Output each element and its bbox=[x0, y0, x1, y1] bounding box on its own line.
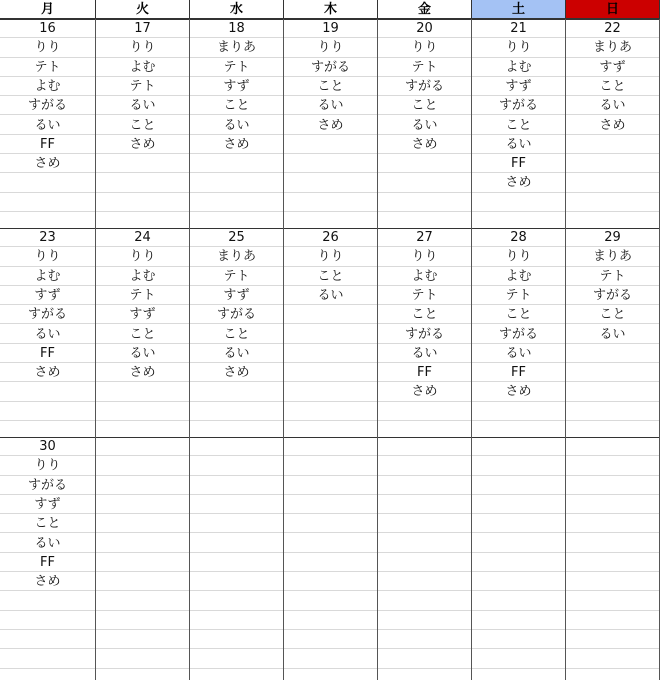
day-cell[interactable] bbox=[284, 19, 378, 228]
day-cell[interactable] bbox=[378, 437, 472, 680]
empty-row bbox=[378, 591, 471, 610]
schedule-entry: FF bbox=[472, 363, 565, 382]
schedule-entry: よむ bbox=[472, 267, 565, 286]
schedule-entry: りり bbox=[284, 38, 377, 57]
schedule-entry: すず bbox=[96, 305, 189, 324]
empty-row bbox=[284, 649, 377, 668]
empty-row bbox=[472, 611, 565, 630]
day-cell[interactable] bbox=[190, 19, 284, 228]
empty-row bbox=[378, 173, 471, 192]
schedule-entry: こと bbox=[566, 305, 659, 324]
schedule-entry: りり bbox=[378, 38, 471, 57]
empty-row bbox=[472, 476, 565, 495]
schedule-entry: るい bbox=[190, 116, 283, 135]
empty-row bbox=[566, 495, 659, 514]
empty-row bbox=[0, 173, 95, 192]
schedule-entry: テト bbox=[566, 267, 659, 286]
day-cell[interactable] bbox=[284, 228, 378, 437]
empty-row bbox=[378, 193, 471, 212]
schedule-entry: すがる bbox=[378, 77, 471, 96]
empty-row bbox=[190, 514, 283, 533]
schedule-entry: すがる bbox=[472, 325, 565, 344]
empty-row bbox=[0, 649, 95, 668]
empty-row bbox=[472, 553, 565, 572]
empty-row bbox=[0, 630, 95, 649]
empty-row bbox=[96, 649, 189, 668]
empty-row bbox=[472, 591, 565, 610]
empty-row bbox=[378, 514, 471, 533]
schedule-entry: るい bbox=[378, 116, 471, 135]
empty-row bbox=[284, 456, 377, 475]
schedule-entry: まりあ bbox=[566, 38, 659, 57]
empty-row bbox=[378, 154, 471, 173]
schedule-entry: こと bbox=[566, 77, 659, 96]
day-number: 23 bbox=[0, 228, 95, 247]
schedule-entry: さめ bbox=[472, 382, 565, 401]
empty-row bbox=[96, 534, 189, 553]
weekday-header: 水 bbox=[190, 0, 284, 19]
schedule-entry: FF bbox=[0, 553, 95, 572]
schedule-entry: さめ bbox=[284, 116, 377, 135]
schedule-entry: よむ bbox=[0, 77, 95, 96]
schedule-entry: FF bbox=[378, 363, 471, 382]
empty-row bbox=[284, 495, 377, 514]
empty-row bbox=[96, 173, 189, 192]
schedule-entry: りり bbox=[472, 247, 565, 266]
empty-row bbox=[472, 402, 565, 421]
empty-row bbox=[284, 382, 377, 401]
empty-row bbox=[378, 649, 471, 668]
empty-row bbox=[566, 173, 659, 192]
empty-row bbox=[190, 649, 283, 668]
empty-row bbox=[284, 154, 377, 173]
schedule-entry: テト bbox=[0, 58, 95, 77]
empty-row bbox=[190, 476, 283, 495]
schedule-entry: るい bbox=[284, 286, 377, 305]
schedule-entry: こと bbox=[378, 305, 471, 324]
day-cell[interactable] bbox=[96, 437, 190, 680]
day-number: 27 bbox=[378, 228, 471, 247]
day-cell[interactable] bbox=[472, 437, 566, 680]
schedule-entry: るい bbox=[96, 96, 189, 115]
schedule-entry: さめ bbox=[378, 382, 471, 401]
schedule-entry: こと bbox=[190, 325, 283, 344]
empty-row bbox=[566, 514, 659, 533]
empty-row bbox=[190, 553, 283, 572]
empty-row bbox=[378, 476, 471, 495]
day-number: 20 bbox=[378, 19, 471, 38]
empty-row bbox=[378, 630, 471, 649]
schedule-entry: こと bbox=[0, 514, 95, 533]
empty-row bbox=[284, 476, 377, 495]
schedule-entry: こと bbox=[190, 96, 283, 115]
empty-row bbox=[0, 611, 95, 630]
day-cell[interactable] bbox=[284, 437, 378, 680]
day-number: 25 bbox=[190, 228, 283, 247]
empty-row bbox=[284, 135, 377, 154]
empty-row bbox=[472, 514, 565, 533]
day-cell[interactable] bbox=[566, 19, 660, 228]
empty-row bbox=[566, 402, 659, 421]
schedule-entry: るい bbox=[0, 325, 95, 344]
empty-row bbox=[190, 611, 283, 630]
day-cell[interactable] bbox=[472, 19, 566, 228]
schedule-entry: テト bbox=[190, 267, 283, 286]
schedule-entry: すがる bbox=[0, 476, 95, 495]
schedule-entry: こと bbox=[472, 305, 565, 324]
schedule-entry: こと bbox=[472, 116, 565, 135]
schedule-entry: すがる bbox=[566, 286, 659, 305]
empty-row bbox=[0, 382, 95, 401]
empty-row bbox=[566, 591, 659, 610]
day-cell[interactable] bbox=[566, 437, 660, 680]
schedule-entry: テト bbox=[378, 286, 471, 305]
schedule-entry: テト bbox=[190, 58, 283, 77]
schedule-entry: すがる bbox=[284, 58, 377, 77]
empty-row bbox=[96, 495, 189, 514]
empty-row bbox=[378, 495, 471, 514]
empty-row bbox=[378, 553, 471, 572]
empty-row bbox=[0, 193, 95, 212]
empty-row bbox=[96, 476, 189, 495]
empty-row bbox=[284, 344, 377, 363]
day-number: 28 bbox=[472, 228, 565, 247]
day-cell[interactable] bbox=[0, 437, 96, 680]
empty-row bbox=[190, 173, 283, 192]
schedule-entry: まりあ bbox=[190, 247, 283, 266]
empty-row bbox=[190, 630, 283, 649]
schedule-entry: さめ bbox=[190, 363, 283, 382]
empty-row bbox=[284, 173, 377, 192]
empty-row bbox=[566, 135, 659, 154]
schedule-entry: まりあ bbox=[566, 247, 659, 266]
schedule-entry: すがる bbox=[472, 96, 565, 115]
schedule-entry: テト bbox=[96, 77, 189, 96]
empty-row bbox=[0, 402, 95, 421]
empty-row bbox=[566, 456, 659, 475]
schedule-entry: さめ bbox=[96, 363, 189, 382]
empty-row bbox=[566, 344, 659, 363]
empty-row bbox=[190, 534, 283, 553]
schedule-entry: さめ bbox=[0, 363, 95, 382]
schedule-entry: るい bbox=[566, 96, 659, 115]
day-number bbox=[472, 437, 565, 456]
day-number: 17 bbox=[96, 19, 189, 38]
schedule-entry: さめ bbox=[190, 135, 283, 154]
empty-row bbox=[284, 514, 377, 533]
weekday-header: 木 bbox=[284, 0, 378, 19]
day-number: 21 bbox=[472, 19, 565, 38]
schedule-entry: よむ bbox=[96, 267, 189, 286]
day-number bbox=[96, 437, 189, 456]
empty-row bbox=[96, 193, 189, 212]
weekday-header: 日 bbox=[566, 0, 660, 19]
empty-row bbox=[284, 591, 377, 610]
day-cell[interactable] bbox=[96, 228, 190, 437]
schedule-entry: よむ bbox=[472, 58, 565, 77]
schedule-entry: すず bbox=[0, 495, 95, 514]
schedule-entry: FF bbox=[472, 154, 565, 173]
day-number bbox=[566, 437, 659, 456]
empty-row bbox=[284, 193, 377, 212]
day-number: 29 bbox=[566, 228, 659, 247]
schedule-entry: すがる bbox=[378, 325, 471, 344]
schedule-entry: さめ bbox=[0, 154, 95, 173]
schedule-entry: こと bbox=[284, 77, 377, 96]
schedule-entry: すず bbox=[0, 286, 95, 305]
day-number: 19 bbox=[284, 19, 377, 38]
empty-row bbox=[284, 363, 377, 382]
empty-row bbox=[284, 325, 377, 344]
schedule-entry: すがる bbox=[190, 305, 283, 324]
day-number bbox=[284, 437, 377, 456]
schedule-entry: りり bbox=[96, 247, 189, 266]
day-number: 16 bbox=[0, 19, 95, 38]
empty-row bbox=[472, 456, 565, 475]
day-cell[interactable] bbox=[190, 228, 284, 437]
empty-row bbox=[378, 456, 471, 475]
schedule-entry: まりあ bbox=[190, 38, 283, 57]
schedule-entry: るい bbox=[0, 116, 95, 135]
schedule-entry: りり bbox=[284, 247, 377, 266]
schedule-entry: りり bbox=[0, 38, 95, 57]
schedule-entry: るい bbox=[284, 96, 377, 115]
schedule-entry: りり bbox=[472, 38, 565, 57]
empty-row bbox=[566, 630, 659, 649]
schedule-entry: すがる bbox=[0, 305, 95, 324]
day-cell[interactable] bbox=[190, 437, 284, 680]
schedule-entry: よむ bbox=[0, 267, 95, 286]
empty-row bbox=[378, 611, 471, 630]
empty-row bbox=[472, 534, 565, 553]
empty-row bbox=[96, 553, 189, 572]
day-cell[interactable] bbox=[566, 228, 660, 437]
schedule-entry: さめ bbox=[0, 572, 95, 591]
schedule-entry: さめ bbox=[378, 135, 471, 154]
day-number bbox=[190, 437, 283, 456]
empty-row bbox=[284, 572, 377, 591]
empty-row bbox=[566, 611, 659, 630]
schedule-entry: さめ bbox=[472, 173, 565, 192]
schedule-entry: すず bbox=[472, 77, 565, 96]
day-number: 22 bbox=[566, 19, 659, 38]
empty-row bbox=[472, 649, 565, 668]
empty-row bbox=[190, 402, 283, 421]
empty-row bbox=[0, 591, 95, 610]
schedule-entry: FF bbox=[0, 135, 95, 154]
day-cell[interactable] bbox=[96, 19, 190, 228]
empty-row bbox=[378, 572, 471, 591]
schedule-entry: るい bbox=[96, 344, 189, 363]
empty-row bbox=[378, 402, 471, 421]
empty-row bbox=[472, 630, 565, 649]
schedule-entry: よむ bbox=[378, 267, 471, 286]
schedule-entry: すず bbox=[190, 286, 283, 305]
schedule-entry: すず bbox=[190, 77, 283, 96]
weekday-header: 土 bbox=[472, 0, 566, 19]
empty-row bbox=[472, 495, 565, 514]
schedule-entry: テト bbox=[472, 286, 565, 305]
empty-row bbox=[96, 572, 189, 591]
empty-row bbox=[190, 154, 283, 173]
empty-row bbox=[96, 630, 189, 649]
schedule-entry: こと bbox=[96, 325, 189, 344]
schedule-entry: FF bbox=[0, 344, 95, 363]
schedule-entry: すず bbox=[566, 58, 659, 77]
schedule-entry: よむ bbox=[96, 58, 189, 77]
schedule-entry: すがる bbox=[0, 96, 95, 115]
schedule-entry: テト bbox=[96, 286, 189, 305]
schedule-entry: こと bbox=[378, 96, 471, 115]
schedule-entry: こと bbox=[96, 116, 189, 135]
day-cell[interactable] bbox=[472, 228, 566, 437]
empty-row bbox=[566, 382, 659, 401]
empty-row bbox=[284, 630, 377, 649]
empty-row bbox=[190, 193, 283, 212]
empty-row bbox=[96, 402, 189, 421]
empty-row bbox=[284, 611, 377, 630]
weekday-header: 月 bbox=[0, 0, 96, 19]
empty-row bbox=[378, 534, 471, 553]
empty-row bbox=[96, 382, 189, 401]
day-number: 24 bbox=[96, 228, 189, 247]
empty-row bbox=[566, 476, 659, 495]
empty-row bbox=[96, 154, 189, 173]
empty-row bbox=[566, 193, 659, 212]
day-number: 18 bbox=[190, 19, 283, 38]
empty-row bbox=[190, 591, 283, 610]
schedule-entry: りり bbox=[378, 247, 471, 266]
empty-row bbox=[566, 553, 659, 572]
empty-row bbox=[566, 649, 659, 668]
weekday-header: 火 bbox=[96, 0, 190, 19]
schedule-entry: るい bbox=[472, 135, 565, 154]
schedule-entry: こと bbox=[284, 267, 377, 286]
empty-row bbox=[566, 363, 659, 382]
day-number: 30 bbox=[0, 437, 95, 456]
day-cell[interactable] bbox=[0, 228, 96, 437]
schedule-entry: りり bbox=[96, 38, 189, 57]
empty-row bbox=[96, 514, 189, 533]
day-number: 26 bbox=[284, 228, 377, 247]
empty-row bbox=[472, 193, 565, 212]
schedule-entry: るい bbox=[566, 325, 659, 344]
empty-row bbox=[190, 495, 283, 514]
empty-row bbox=[284, 402, 377, 421]
empty-row bbox=[472, 572, 565, 591]
empty-row bbox=[566, 534, 659, 553]
empty-row bbox=[190, 382, 283, 401]
empty-row bbox=[190, 456, 283, 475]
empty-row bbox=[284, 305, 377, 324]
schedule-entry: りり bbox=[0, 456, 95, 475]
empty-row bbox=[566, 572, 659, 591]
empty-row bbox=[96, 456, 189, 475]
day-cell[interactable] bbox=[378, 19, 472, 228]
schedule-entry: るい bbox=[472, 344, 565, 363]
empty-row bbox=[96, 611, 189, 630]
schedule-entry: るい bbox=[378, 344, 471, 363]
weekday-header: 金 bbox=[378, 0, 472, 19]
schedule-entry: さめ bbox=[96, 135, 189, 154]
schedule-entry: るい bbox=[190, 344, 283, 363]
empty-row bbox=[190, 572, 283, 591]
schedule-entry: るい bbox=[0, 534, 95, 553]
schedule-entry: さめ bbox=[566, 116, 659, 135]
day-cell[interactable] bbox=[0, 19, 96, 228]
day-cell[interactable] bbox=[378, 228, 472, 437]
empty-row bbox=[96, 591, 189, 610]
schedule-entry: テト bbox=[378, 58, 471, 77]
day-number bbox=[378, 437, 471, 456]
empty-row bbox=[284, 553, 377, 572]
empty-row bbox=[284, 534, 377, 553]
empty-row bbox=[566, 154, 659, 173]
schedule-entry: りり bbox=[0, 247, 95, 266]
